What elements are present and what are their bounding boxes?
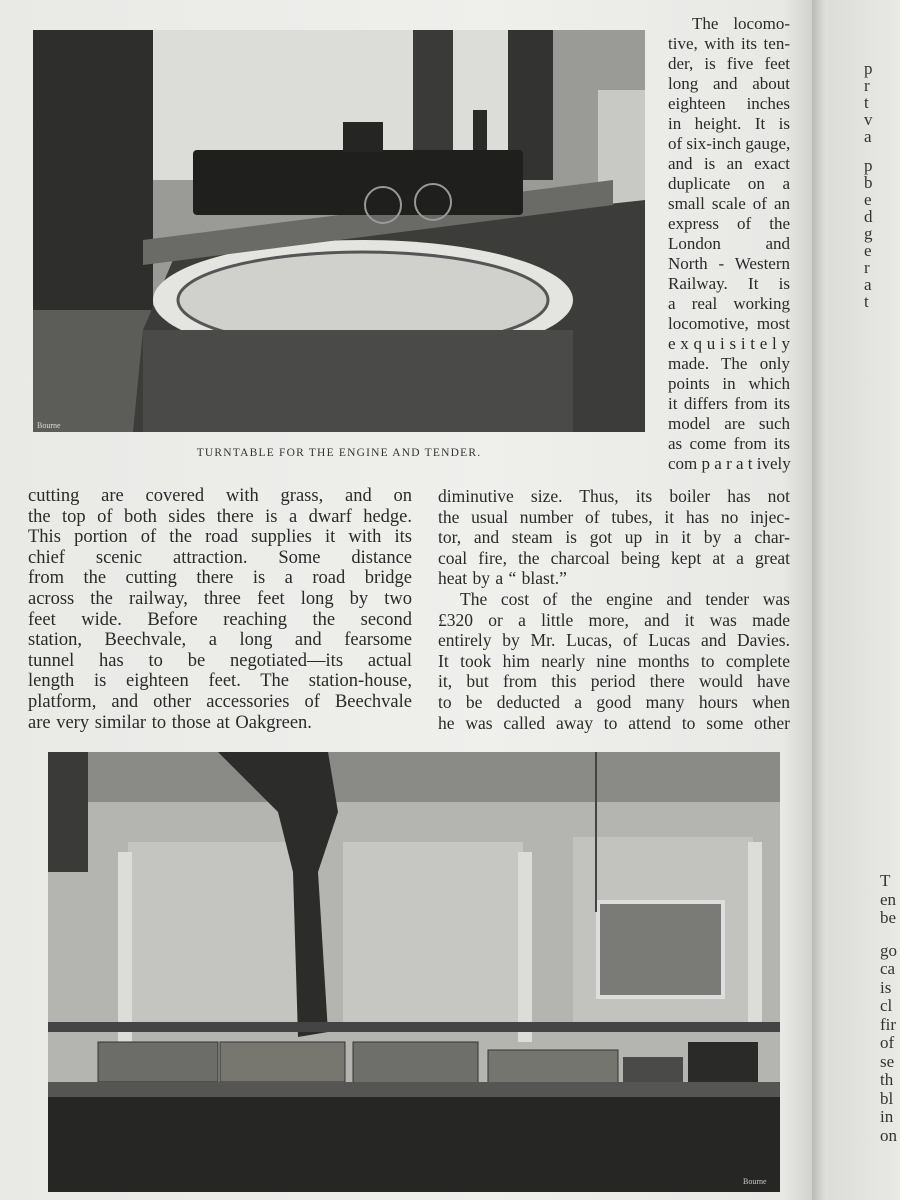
text-line: from the cutting there is a road bridge [28,568,412,589]
text-line: and is an exact [668,154,790,173]
text-fragment: T [880,871,891,890]
text-fragment: p [864,156,873,175]
text-line: com p a r a t ively [668,454,791,473]
text-line: cutting are covered with grass, and on [28,486,412,506]
photographer-signature: Bourne [37,421,61,430]
text-line: small scale of an [668,194,790,213]
text-line: model are such [668,414,790,433]
text-line: The cost of the engine and tender was [460,588,790,609]
text-line: der, is five feet [668,54,790,73]
text-fragment: p [864,59,873,78]
text-line: locomotive, most [668,314,790,333]
text-line: tor, and steam is got up in it by a char- [438,527,790,548]
left-text-column [28,486,412,733]
right-text-column [438,486,790,733]
text-fragment: b [864,173,873,192]
text-line: This portion of the road supplies it with its [28,527,412,548]
text-line: a real working [668,294,790,313]
text-fragment: is [880,977,892,997]
text-line: as come from its [668,434,790,453]
text-line: £320 or a little more, and it was made [438,609,790,630]
text-line: North - Western [668,254,790,273]
text-line: Railway. It is [668,274,790,293]
text-fragment: a [864,127,872,146]
text-line: It took him nearly nine months to complete [438,650,790,671]
text-line: London and [668,234,790,253]
text-line: made. The only [668,354,790,373]
text-line: heat by a “ blast.” [438,568,567,589]
text-line: entirely by Mr. Lucas, of Lucas and Davies. [438,630,790,651]
text-fragment: g [864,224,873,243]
text-fragment: go [880,940,897,960]
sidebar-column [668,14,790,474]
text-line: are very similar to those at Oakgreen. [28,712,312,733]
text-fragment: a [864,275,872,294]
text-line: duplicate on a [668,174,790,193]
text-line: diminutive size. Thus, its boiler has not [438,486,790,506]
text-line: chief scenic attraction. Some distance [28,547,412,568]
text-fragment: on [880,1125,897,1145]
text-fragment: in [880,1107,894,1126]
text-fragment: t [864,93,869,112]
text-line: length is eighteen feet. The station-house, [28,671,412,692]
text-line: tive, with its ten- [668,34,790,53]
text-fragment: e [864,190,872,209]
text-fragment: bl [880,1088,894,1108]
text-line: it differs from its [668,394,790,413]
text-line: across the railway, three feet long by two [28,588,412,609]
text-line: it, but from this period there would have [438,671,790,692]
text-fragment: cl [880,996,893,1015]
text-line: platform, and other accessories of Beechvale [28,691,412,712]
turntable-photo [33,30,645,432]
text-line: tunnel has to be negotiated—its actual [28,650,412,671]
text-fragment: r [864,76,870,95]
text-fragment: e [864,241,872,260]
text-line: to be deducted a good many hours when [438,691,790,712]
text-line: eighteen inches [668,94,790,113]
text-line: express of the [668,214,790,233]
text-line: the usual number of tubes, it has no injec- [438,506,790,527]
text-line: feet wide. Before reaching the second [28,609,412,630]
text-fragment: v [864,110,873,129]
text-fragment: se [880,1051,895,1071]
photographer-signature: Bourne [743,1177,767,1186]
facing-page-text-top [864,60,873,310]
text-line: coal fire, the charcoal being kept at a great [438,547,790,568]
facing-page-text-bottom [880,872,897,1145]
text-fragment: ca [880,959,896,978]
text-fragment: fir [880,1014,897,1034]
text-line: long and about [668,74,790,93]
text-line: e x q u i s i t e l y [668,334,790,353]
text-fragment: d [864,207,873,226]
text-fragment: en [880,889,897,909]
text-line: The locomo- [692,14,790,33]
text-line: in height. It is [668,114,790,133]
model-railway-room-photo [48,752,780,1192]
text-line: the top of both sides there is a dwarf hedge. [28,506,412,527]
text-line: of six-inch gauge, [668,134,791,153]
text-line: he was called away to attend to some other [438,712,790,733]
photo-caption: TURNTABLE FOR THE ENGINE AND TENDER. [196,447,482,459]
text-line: station, Beechvale, a long and fearsome [28,630,412,651]
text-fragment: r [864,258,870,277]
text-fragment: th [880,1070,894,1089]
text-line: points in which [668,374,790,393]
text-fragment: of [880,1033,895,1052]
text-fragment: t [864,292,869,311]
text-fragment: be [880,908,897,927]
